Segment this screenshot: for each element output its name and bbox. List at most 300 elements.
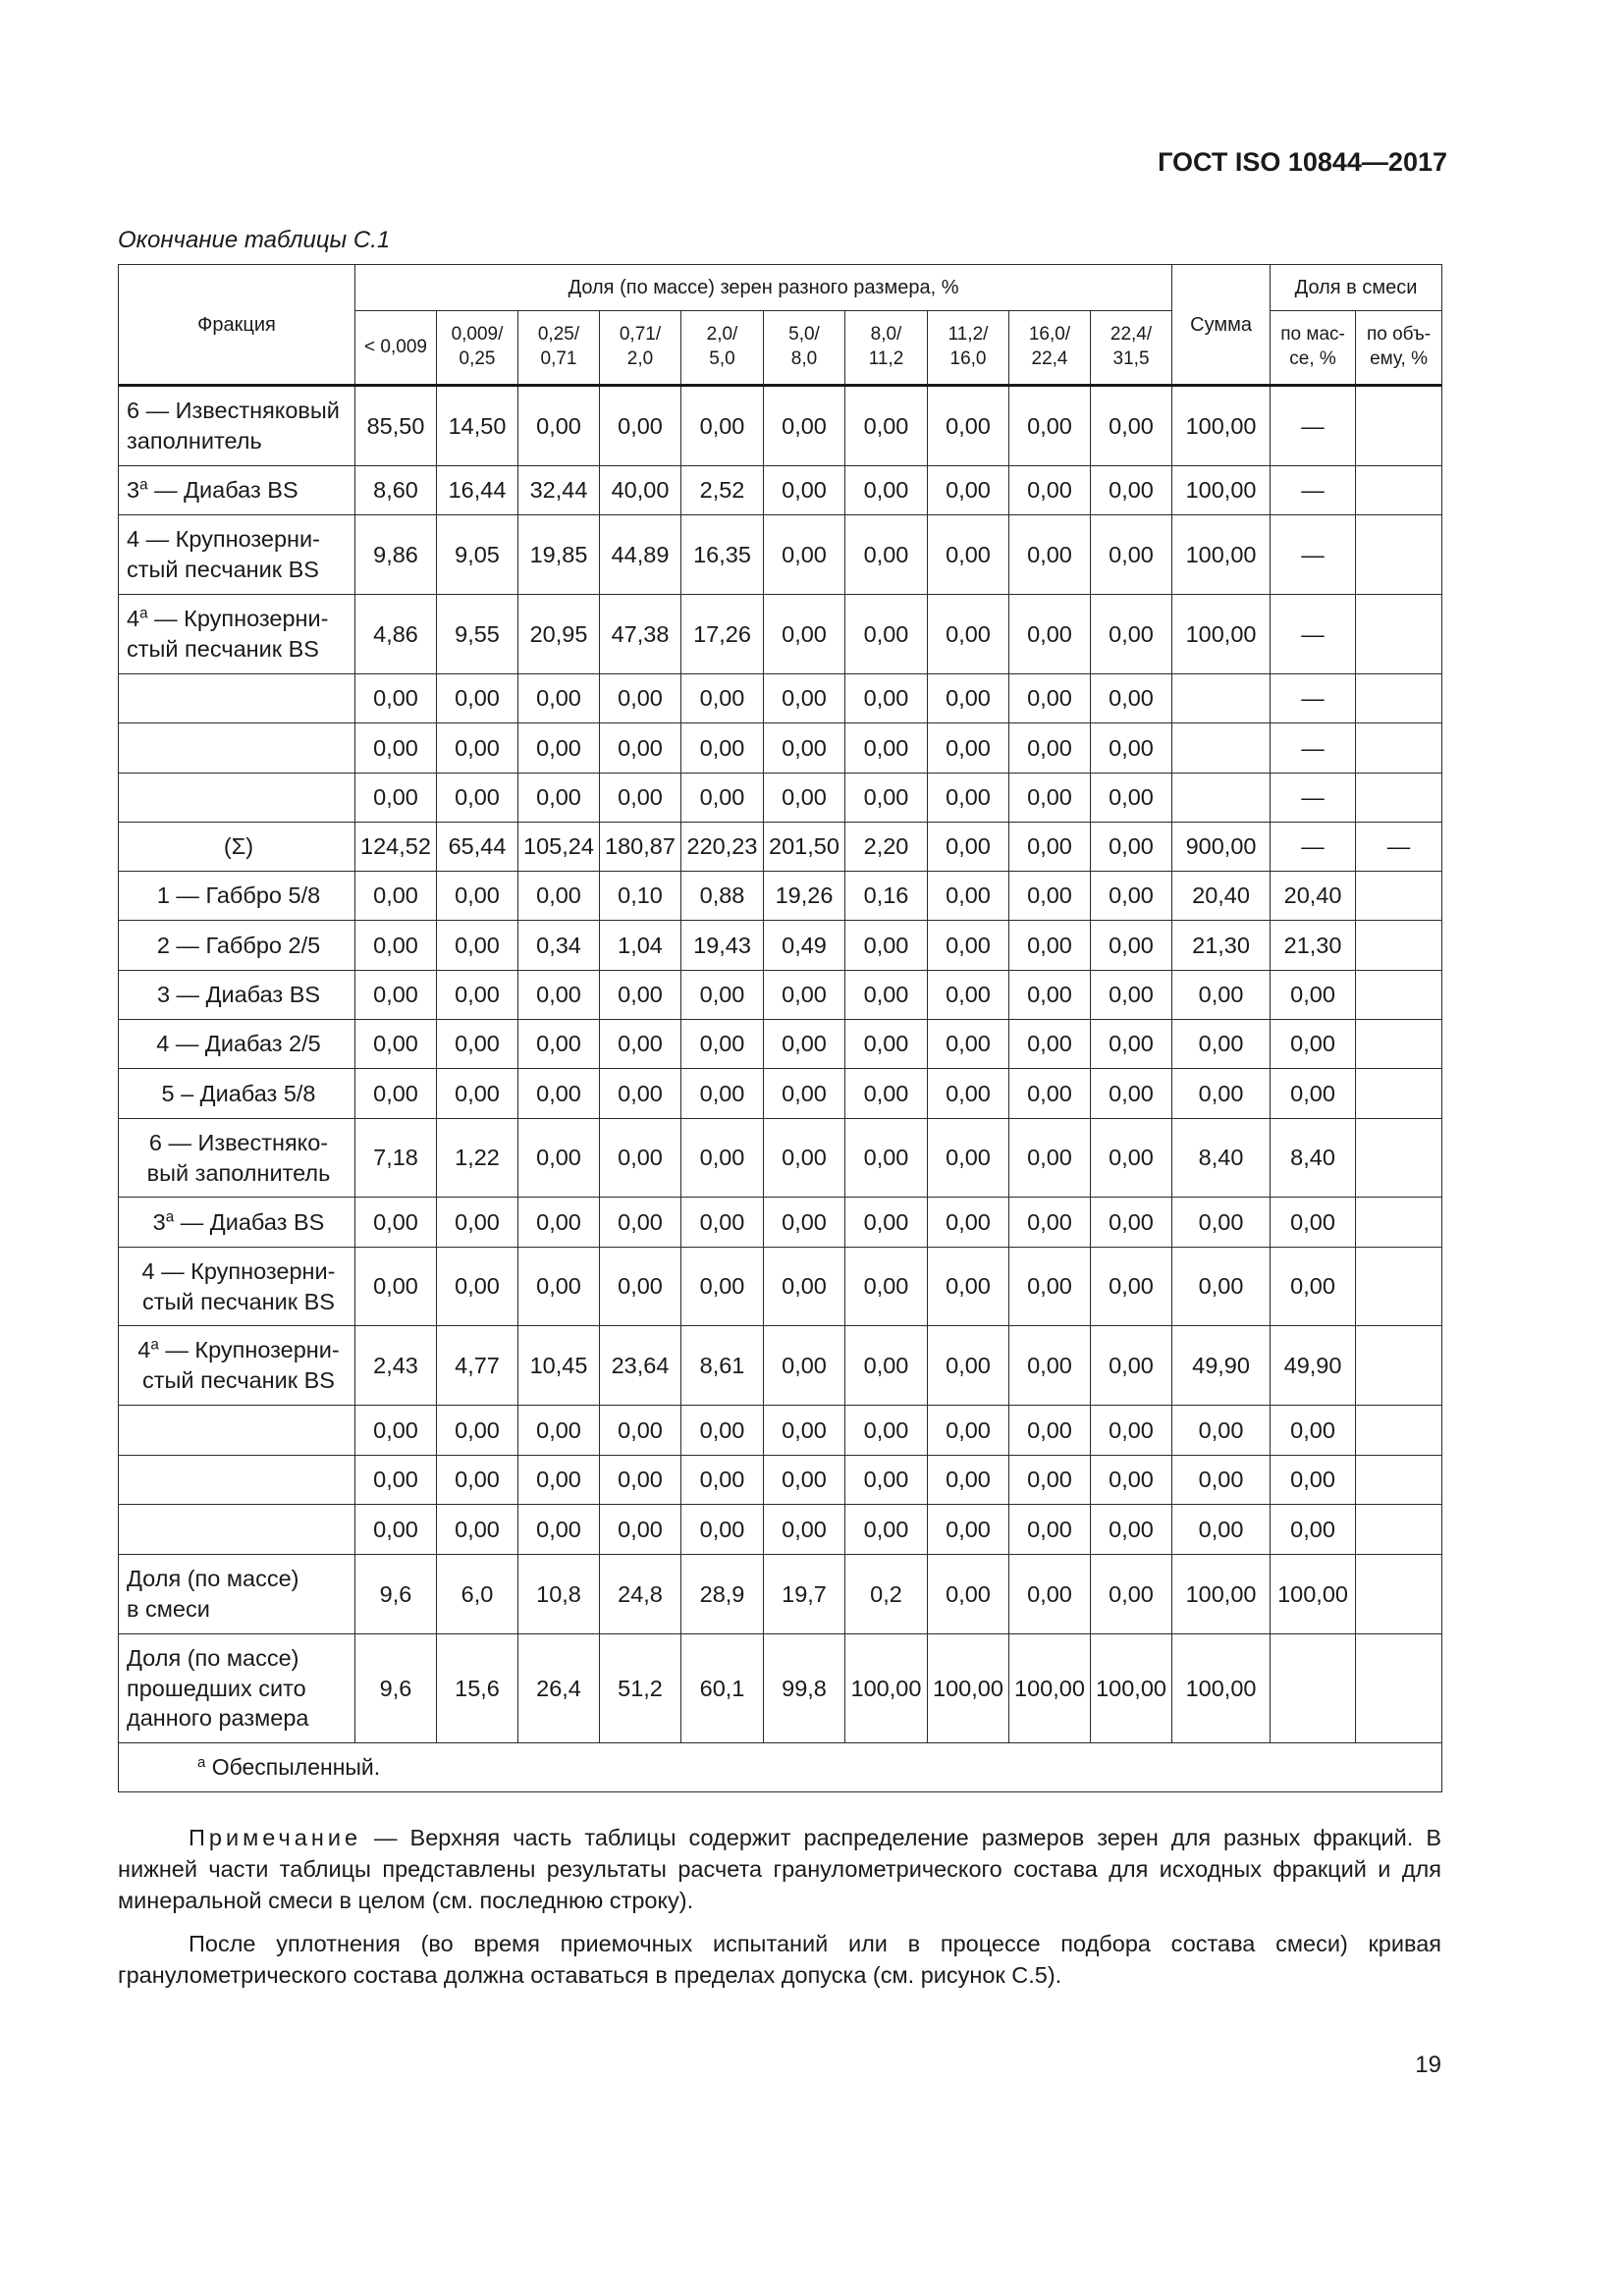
row-label: $3^а$ — Диабаз BS	[119, 1198, 355, 1248]
value-cell: 0,00	[845, 515, 928, 595]
mass-share-cell: —	[1271, 386, 1356, 466]
mass-share-cell: 0,00	[1271, 971, 1356, 1020]
value-cell: 9,6	[355, 1555, 437, 1634]
value-cell: 0,00	[600, 1248, 681, 1326]
volume-share-cell	[1356, 466, 1442, 515]
value-cell: 0,00	[355, 872, 437, 921]
value-cell: 0,00	[355, 1406, 437, 1456]
value-cell: 0,00	[764, 1198, 845, 1248]
size-header: 0,25/ 0,71	[518, 311, 600, 386]
table-body	[119, 386, 1442, 1792]
value-cell: 0,00	[764, 971, 845, 1020]
value-cell: 0,00	[681, 1406, 764, 1456]
sum-cell	[1172, 774, 1271, 823]
value-cell: 0,00	[845, 1119, 928, 1198]
table-row	[119, 971, 1442, 1020]
value-cell: 0,00	[437, 1406, 518, 1456]
value-cell: 0,00	[681, 971, 764, 1020]
by-volume-header: по объ- ему, %	[1356, 311, 1442, 386]
value-cell: 100,00	[1091, 1634, 1172, 1743]
row-label: 4 — Крупнозерни- стый песчаник BS	[119, 515, 355, 595]
value-cell: 0,00	[764, 674, 845, 723]
value-cell: 0,00	[928, 921, 1009, 971]
mass-share-cell: —	[1271, 723, 1356, 774]
value-cell: 14,50	[437, 386, 518, 466]
row-label: 6 — Известняко- вый заполнитель	[119, 1119, 355, 1198]
value-cell: 0,00	[437, 1020, 518, 1069]
row-label: 2 — Габбро 2/5	[119, 921, 355, 971]
value-cell: 0,00	[355, 1248, 437, 1326]
value-cell: 0,00	[764, 515, 845, 595]
row-label	[119, 1505, 355, 1555]
value-cell: 0,00	[518, 1069, 600, 1119]
size-header: 22,4/ 31,5	[1091, 311, 1172, 386]
value-cell: 0,00	[1091, 872, 1172, 921]
value-cell: 0,00	[1009, 1505, 1091, 1555]
volume-share-cell	[1356, 1406, 1442, 1456]
grain-distribution-table	[118, 264, 1442, 1792]
mass-share-cell: —	[1271, 674, 1356, 723]
volume-share-cell	[1356, 774, 1442, 823]
table-row	[119, 921, 1442, 971]
size-header: < 0,009	[355, 311, 437, 386]
value-cell: 0,00	[1091, 674, 1172, 723]
value-cell: 0,00	[1009, 386, 1091, 466]
value-cell: 0,00	[518, 723, 600, 774]
value-cell: 0,00	[1009, 1248, 1091, 1326]
by-mass-header: по мас- се, %	[1271, 311, 1356, 386]
value-cell: 0,34	[518, 921, 600, 971]
value-cell: 0,00	[1009, 674, 1091, 723]
value-cell: 0,00	[600, 674, 681, 723]
table-row	[119, 386, 1442, 466]
value-cell: 0,00	[437, 774, 518, 823]
value-cell: 0,00	[1009, 1456, 1091, 1505]
value-cell: 0,00	[1091, 1406, 1172, 1456]
grain-share-header: Доля (по массе) зерен разного размера, %	[355, 265, 1172, 311]
volume-share-cell	[1356, 1020, 1442, 1069]
volume-share-cell	[1356, 1505, 1442, 1555]
table-row	[119, 774, 1442, 823]
table-caption: Окончание таблицы С.1	[118, 227, 391, 253]
value-cell: 24,8	[600, 1555, 681, 1634]
value-cell: 0,00	[1091, 1198, 1172, 1248]
value-cell: 0,00	[355, 774, 437, 823]
value-cell: 0,00	[845, 386, 928, 466]
value-cell: 23,64	[600, 1326, 681, 1406]
value-cell: 0,49	[764, 921, 845, 971]
sum-header: Сумма	[1172, 265, 1271, 386]
table-row	[119, 674, 1442, 723]
value-cell: 20,95	[518, 595, 600, 674]
value-cell: 0,00	[355, 674, 437, 723]
value-cell: 105,24	[518, 823, 600, 872]
value-cell: 0,00	[681, 1198, 764, 1248]
table-row	[119, 823, 1442, 872]
value-cell: 0,00	[600, 1456, 681, 1505]
value-cell: 9,86	[355, 515, 437, 595]
row-label	[119, 674, 355, 723]
table-row	[119, 1198, 1442, 1248]
value-cell: 19,43	[681, 921, 764, 971]
value-cell: 65,44	[437, 823, 518, 872]
size-header: 11,2/ 16,0	[928, 311, 1009, 386]
value-cell: 0,00	[845, 466, 928, 515]
sum-cell: 0,00	[1172, 1505, 1271, 1555]
sum-cell: 0,00	[1172, 1456, 1271, 1505]
value-cell: 0,00	[1091, 515, 1172, 595]
value-cell: 0,00	[845, 723, 928, 774]
mass-share-cell: 0,00	[1271, 1456, 1356, 1505]
value-cell: 0,00	[928, 872, 1009, 921]
value-cell: 0,16	[845, 872, 928, 921]
value-cell: 0,00	[764, 1248, 845, 1326]
value-cell: 0,00	[437, 872, 518, 921]
value-cell: 0,00	[518, 1505, 600, 1555]
value-cell: 0,00	[518, 674, 600, 723]
row-label	[119, 1406, 355, 1456]
mass-share-cell: 100,00	[1271, 1555, 1356, 1634]
value-cell: 0,00	[437, 1505, 518, 1555]
paragraph-text: После уплотнения (во время приемочных испытаний или в процессе подбора состава смеси) кривая гранулометрического состава должна оставаться в пределах допуска (см. рисунок С.5).	[118, 1931, 1441, 1988]
volume-share-cell	[1356, 386, 1442, 466]
value-cell: 0,00	[681, 1119, 764, 1198]
value-cell: 4,77	[437, 1326, 518, 1406]
row-label	[119, 723, 355, 774]
value-cell: 0,00	[1009, 1119, 1091, 1198]
value-cell: 0,00	[355, 1456, 437, 1505]
value-cell: 0,00	[1009, 1326, 1091, 1406]
value-cell: 16,44	[437, 466, 518, 515]
value-cell: 0,00	[437, 1456, 518, 1505]
sum-cell	[1172, 723, 1271, 774]
value-cell: 99,8	[764, 1634, 845, 1743]
value-cell: 0,2	[845, 1555, 928, 1634]
value-cell: 0,00	[928, 515, 1009, 595]
value-cell: 0,00	[1009, 872, 1091, 921]
value-cell: 0,00	[928, 1198, 1009, 1248]
size-header: 5,0/ 8,0	[764, 311, 845, 386]
value-cell: 85,50	[355, 386, 437, 466]
volume-share-cell	[1356, 971, 1442, 1020]
value-cell: 2,20	[845, 823, 928, 872]
sum-cell: 100,00	[1172, 1634, 1271, 1743]
value-cell: 0,00	[600, 386, 681, 466]
value-cell: 0,00	[764, 1069, 845, 1119]
note-label: Примечание	[189, 1825, 362, 1850]
row-label: 6 — Известняковый заполнитель	[119, 386, 355, 466]
value-cell: 0,00	[518, 1456, 600, 1505]
row-label: Доля (по массе) прошедших сито данного размера	[119, 1634, 355, 1743]
value-cell: 0,00	[518, 1248, 600, 1326]
value-cell: 32,44	[518, 466, 600, 515]
value-cell: 10,45	[518, 1326, 600, 1406]
value-cell: 0,00	[764, 1020, 845, 1069]
volume-share-cell	[1356, 1119, 1442, 1198]
value-cell: 47,38	[600, 595, 681, 674]
value-cell: 0,00	[600, 1406, 681, 1456]
sum-cell: 8,40	[1172, 1119, 1271, 1198]
row-label: Доля (по массе) в смеси	[119, 1555, 355, 1634]
value-cell: 0,00	[681, 674, 764, 723]
value-cell: 0,00	[1091, 1505, 1172, 1555]
value-cell: 0,00	[1009, 1198, 1091, 1248]
value-cell: 60,1	[681, 1634, 764, 1743]
footnote-row	[119, 1743, 1442, 1792]
value-cell: 0,00	[928, 595, 1009, 674]
value-cell: 0,00	[764, 723, 845, 774]
value-cell: 0,00	[1009, 595, 1091, 674]
row-label: 4 — Диабаз 2/5	[119, 1020, 355, 1069]
sum-cell: 0,00	[1172, 971, 1271, 1020]
sum-cell: 100,00	[1172, 1555, 1271, 1634]
value-cell: 0,00	[764, 466, 845, 515]
value-cell: 0,00	[1009, 1555, 1091, 1634]
value-cell: 0,00	[845, 1069, 928, 1119]
value-cell: 0,00	[928, 723, 1009, 774]
table-row	[119, 1505, 1442, 1555]
value-cell: 0,00	[1091, 1555, 1172, 1634]
value-cell: 0,00	[1009, 1069, 1091, 1119]
sum-cell: 20,40	[1172, 872, 1271, 921]
value-cell: 0,00	[845, 1505, 928, 1555]
value-cell: 0,00	[1091, 971, 1172, 1020]
value-cell: 0,00	[355, 723, 437, 774]
value-cell: 0,00	[845, 1020, 928, 1069]
fraction-header: Фракция	[119, 265, 355, 386]
volume-share-cell	[1356, 723, 1442, 774]
value-cell: 0,00	[1009, 971, 1091, 1020]
value-cell: 0,00	[845, 1406, 928, 1456]
table-row	[119, 1069, 1442, 1119]
value-cell: 0,00	[1009, 723, 1091, 774]
table-row	[119, 1248, 1442, 1326]
value-cell: 0,00	[928, 1119, 1009, 1198]
value-cell: 0,00	[928, 1456, 1009, 1505]
size-header: 0,71/ 2,0	[600, 311, 681, 386]
value-cell: 0,00	[600, 1069, 681, 1119]
row-label: $4^а$ — Крупнозерни- стый песчаник BS	[119, 1326, 355, 1406]
mass-share-cell: —	[1271, 466, 1356, 515]
mass-share-cell: 0,00	[1271, 1248, 1356, 1326]
header-row	[119, 265, 1442, 311]
mass-share-cell: 21,30	[1271, 921, 1356, 971]
value-cell: 0,00	[355, 1020, 437, 1069]
value-cell: 0,00	[600, 723, 681, 774]
row-label	[119, 774, 355, 823]
value-cell: 0,00	[845, 774, 928, 823]
sum-cell: 100,00	[1172, 386, 1271, 466]
value-cell: 0,00	[1009, 466, 1091, 515]
value-cell: 0,00	[1091, 386, 1172, 466]
sum-cell	[1172, 674, 1271, 723]
mass-share-cell: 49,90	[1271, 1326, 1356, 1406]
table-row	[119, 872, 1442, 921]
value-cell: 0,00	[845, 1198, 928, 1248]
volume-share-cell	[1356, 674, 1442, 723]
table-row	[119, 1456, 1442, 1505]
value-cell: 0,00	[1091, 1456, 1172, 1505]
value-cell: 0,00	[518, 971, 600, 1020]
value-cell: 0,00	[845, 971, 928, 1020]
table-row	[119, 1406, 1442, 1456]
value-cell: 0,00	[355, 1198, 437, 1248]
value-cell: 0,00	[1091, 595, 1172, 674]
value-cell: 0,00	[681, 386, 764, 466]
value-cell: 4,86	[355, 595, 437, 674]
mass-share-cell: 20,40	[1271, 872, 1356, 921]
value-cell: 9,6	[355, 1634, 437, 1743]
value-cell: 0,00	[1009, 921, 1091, 971]
size-header: 2,0/ 5,0	[681, 311, 764, 386]
value-cell: 0,00	[928, 386, 1009, 466]
value-cell: 0,00	[600, 1020, 681, 1069]
volume-share-cell	[1356, 872, 1442, 921]
mass-share-cell: —	[1271, 515, 1356, 595]
value-cell: 220,23	[681, 823, 764, 872]
value-cell: 0,00	[600, 774, 681, 823]
table-row	[119, 1326, 1442, 1406]
sum-cell: 0,00	[1172, 1406, 1271, 1456]
volume-share-cell	[1356, 1634, 1442, 1743]
value-cell: 0,00	[928, 674, 1009, 723]
table-row	[119, 1020, 1442, 1069]
value-cell: 0,00	[1091, 774, 1172, 823]
value-cell: 28,9	[681, 1555, 764, 1634]
table-row	[119, 466, 1442, 515]
mass-share-cell: 0,00	[1271, 1406, 1356, 1456]
value-cell: 0,00	[845, 1326, 928, 1406]
row-label: $4^а$ — Крупнозерни- стый песчаник BS	[119, 595, 355, 674]
value-cell: 19,7	[764, 1555, 845, 1634]
value-cell: 0,00	[928, 1555, 1009, 1634]
note-block	[118, 1823, 1441, 1917]
value-cell: 0,00	[681, 1248, 764, 1326]
value-cell: 0,00	[764, 774, 845, 823]
mass-share-cell: —	[1271, 823, 1356, 872]
value-cell: 0,00	[1091, 1069, 1172, 1119]
value-cell: 1,04	[600, 921, 681, 971]
value-cell: 0,00	[928, 1069, 1009, 1119]
value-cell: 0,00	[518, 872, 600, 921]
value-cell: 0,00	[764, 1505, 845, 1555]
value-cell: 0,00	[928, 774, 1009, 823]
volume-share-cell	[1356, 1555, 1442, 1634]
mass-share-cell	[1271, 1634, 1356, 1743]
table-row	[119, 1555, 1442, 1634]
value-cell: 0,00	[518, 1020, 600, 1069]
value-cell: 0,00	[437, 1248, 518, 1326]
value-cell: 0,00	[600, 971, 681, 1020]
table-row	[119, 723, 1442, 774]
mass-share-cell: —	[1271, 774, 1356, 823]
sum-cell: 100,00	[1172, 595, 1271, 674]
volume-share-cell	[1356, 1248, 1442, 1326]
value-cell: 0,00	[518, 1198, 600, 1248]
row-label: (Σ)	[119, 823, 355, 872]
value-cell: 1,22	[437, 1119, 518, 1198]
value-cell: 15,6	[437, 1634, 518, 1743]
value-cell: 8,60	[355, 466, 437, 515]
value-cell: 0,00	[845, 1248, 928, 1326]
table-row	[119, 1634, 1442, 1743]
document-code: ГОСТ ISO 10844—2017	[1158, 147, 1447, 177]
row-label	[119, 1456, 355, 1505]
page-number: 19	[1415, 2052, 1441, 2078]
paragraph-block	[118, 1929, 1441, 1992]
size-header: 0,009/ 0,25	[437, 311, 518, 386]
value-cell: 8,61	[681, 1326, 764, 1406]
value-cell: 124,52	[355, 823, 437, 872]
value-cell: 0,00	[355, 1505, 437, 1555]
table-row	[119, 595, 1442, 674]
value-cell: 0,00	[437, 674, 518, 723]
sum-cell: 900,00	[1172, 823, 1271, 872]
value-cell: 40,00	[600, 466, 681, 515]
volume-share-cell	[1356, 1069, 1442, 1119]
table-header	[119, 265, 1442, 386]
value-cell: 100,00	[928, 1634, 1009, 1743]
value-cell: 0,00	[437, 971, 518, 1020]
value-cell: 0,00	[355, 1069, 437, 1119]
value-cell: 0,00	[764, 1456, 845, 1505]
volume-share-cell	[1356, 1198, 1442, 1248]
value-cell: 0,00	[928, 823, 1009, 872]
value-cell: 0,00	[845, 595, 928, 674]
value-cell: 0,00	[1091, 823, 1172, 872]
row-label: 1 — Габбро 5/8	[119, 872, 355, 921]
value-cell: 44,89	[600, 515, 681, 595]
value-cell: 100,00	[1009, 1634, 1091, 1743]
value-cell: 7,18	[355, 1119, 437, 1198]
value-cell: 0,00	[518, 774, 600, 823]
value-cell: 0,00	[518, 386, 600, 466]
row-label: 4 — Крупнозерни- стый песчаник BS	[119, 1248, 355, 1326]
volume-share-cell: —	[1356, 823, 1442, 872]
value-cell: 0,00	[600, 1119, 681, 1198]
value-cell: 0,00	[681, 723, 764, 774]
value-cell: 201,50	[764, 823, 845, 872]
table-footnote: $^а$ Обеспыленный.	[119, 1743, 1442, 1792]
value-cell: 9,05	[437, 515, 518, 595]
value-cell: 0,00	[764, 1406, 845, 1456]
sum-cell: 100,00	[1172, 515, 1271, 595]
mass-share-cell: 0,00	[1271, 1020, 1356, 1069]
value-cell: 0,00	[1009, 1406, 1091, 1456]
sum-cell: 0,00	[1172, 1248, 1271, 1326]
sum-cell: 0,00	[1172, 1020, 1271, 1069]
value-cell: 0,00	[437, 921, 518, 971]
volume-share-cell	[1356, 1326, 1442, 1406]
mass-share-cell: 0,00	[1271, 1505, 1356, 1555]
value-cell: 0,00	[681, 1505, 764, 1555]
mix-share-header: Доля в смеси	[1271, 265, 1442, 311]
value-cell: 0,00	[764, 1326, 845, 1406]
value-cell: 19,26	[764, 872, 845, 921]
sum-cell: 49,90	[1172, 1326, 1271, 1406]
row-label: 3 — Диабаз BS	[119, 971, 355, 1020]
value-cell: 0,00	[437, 723, 518, 774]
value-cell: 10,8	[518, 1555, 600, 1634]
value-cell: 0,00	[518, 1119, 600, 1198]
note-text: — Верхняя часть таблицы содержит распределение размеров зерен для разных фракций. В нижней части таблицы представлены результаты расчета гранулометрического состава для исходных фракций и для минеральной смеси в целом (см. последнюю строку).	[118, 1825, 1441, 1913]
value-cell: 0,00	[437, 1198, 518, 1248]
value-cell: 0,00	[1091, 1248, 1172, 1326]
value-cell: 0,00	[1009, 823, 1091, 872]
volume-share-cell	[1356, 1456, 1442, 1505]
size-header: 8,0/ 11,2	[845, 311, 928, 386]
value-cell: 0,00	[928, 1248, 1009, 1326]
